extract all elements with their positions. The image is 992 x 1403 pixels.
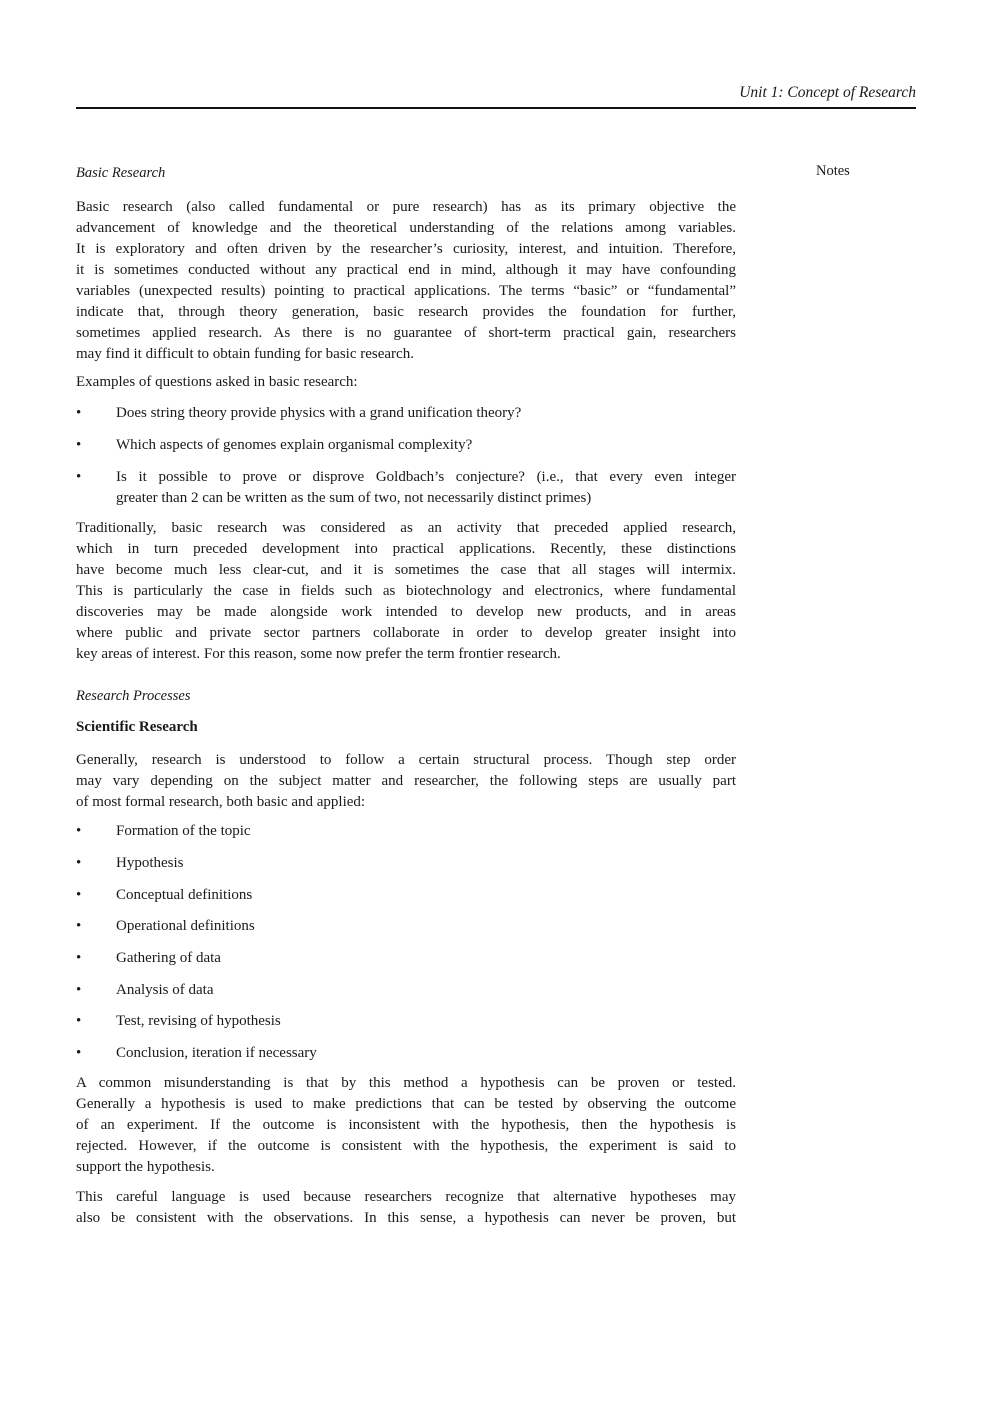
step-item [76, 948, 736, 969]
text-line: Generally a hypothesis is used to make predictions that can be tested by observing the outcome [76, 1096, 736, 1112]
text-line: discoveries may be made alongside work intended to develop new products, and in areas [76, 604, 736, 620]
text-line: indicate that, through theory generation, basic research provides the foundation for further, [76, 304, 736, 320]
text-line: Traditionally, basic research was considered as an activity that preceded applied research, [76, 520, 736, 536]
bullet-icon: • [76, 982, 82, 998]
bullet-item [76, 467, 736, 509]
text-line: key areas of interest. For this reason, some now prefer the term frontier research. [76, 646, 561, 662]
paragraph-examples-intro [76, 372, 736, 393]
bullet-icon: • [76, 918, 82, 934]
text-line: advancement of knowledge and the theoretical understanding of the relations among variables. [76, 220, 736, 236]
text-line: which in turn preceded development into practical applications. Recently, these distinctions [76, 541, 736, 557]
text-line: A common misunderstanding is that by this method a hypothesis can be proven or tested. [76, 1075, 736, 1091]
text-line: may vary depending on the subject matter and researcher, the following steps are usually part [76, 773, 736, 789]
text-line: Does string theory provide physics with a grand unification theory? [116, 405, 522, 421]
paragraph-misunderstanding [76, 1073, 736, 1178]
text-line: Examples of questions asked in basic research: [76, 374, 358, 390]
section-heading-research-processes: Research Processes [76, 688, 191, 704]
bullet-icon: • [76, 823, 82, 839]
bullet-icon: • [76, 405, 82, 421]
text-line: It is exploratory and often driven by the researcher’s curiosity, interest, and intuition. Therefore, [76, 241, 736, 257]
bullet-text [116, 403, 736, 424]
bullet-icon: • [76, 1045, 82, 1061]
text-line: Gathering of data [116, 950, 221, 966]
text-line: greater than 2 can be written as the sum of two, not necessarily distinct primes) [116, 490, 592, 506]
text-line: may find it difficult to obtain funding for basic research. [76, 346, 414, 362]
text-line: of most formal research, both basic and applied: [76, 794, 366, 810]
text-line: This careful language is used because researchers recognize that alternative hypotheses may [76, 1189, 736, 1205]
text-line: Hypothesis [116, 855, 184, 871]
text-line: also be consistent with the observations. In this sense, a hypothesis can never be proven, but [76, 1210, 736, 1226]
bullet-icon: • [76, 950, 82, 966]
margin-notes-label: Notes [816, 163, 850, 179]
text-line: Which aspects of genomes explain organismal complexity? [116, 437, 473, 453]
paragraph-structural-process [76, 750, 736, 813]
step-item [76, 1043, 736, 1064]
text-line: Analysis of data [116, 982, 214, 998]
bullet-text [116, 467, 736, 509]
subheading-scientific-research: Scientific Research [76, 719, 198, 735]
bullet-text [116, 1043, 736, 1064]
header-rule [76, 107, 916, 109]
text-line: support the hypothesis. [76, 1159, 215, 1175]
paragraph-careful-language [76, 1187, 736, 1229]
section-heading-basic-research: Basic Research [76, 165, 166, 181]
step-item [76, 916, 736, 937]
step-item [76, 853, 736, 874]
running-header-title: Unit 1: Concept of Research [739, 84, 916, 101]
step-item [76, 980, 736, 1001]
bullet-text [116, 885, 736, 906]
text-line: of an experiment. If the outcome is inconsistent with the hypothesis, then the hypothesis is [76, 1117, 736, 1133]
paragraph-basic-research-definition [76, 197, 736, 365]
text-line: Basic research (also called fundamental or pure research) has as its primary objective the [76, 199, 736, 215]
paragraph-traditionally [76, 518, 736, 665]
step-item [76, 885, 736, 906]
text-line: variables (unexpected results) pointing to practical applications. The terms “basic” or “fundamental” [76, 283, 736, 299]
text-line: Test, revising of hypothesis [116, 1013, 281, 1029]
bullet-item [76, 435, 736, 456]
text-line: Conceptual definitions [116, 887, 253, 903]
text-line: Operational definitions [116, 918, 255, 934]
bullet-icon: • [76, 1013, 82, 1029]
text-line: where public and private sector partners collaborate in order to develop greater insight into [76, 625, 736, 641]
bullet-item [76, 403, 736, 424]
text-line: have become much less clear-cut, and it is sometimes the case that all stages will intermix. [76, 562, 736, 578]
bullet-text [116, 853, 736, 874]
bullet-text [116, 821, 736, 842]
text-line: Generally, research is understood to follow a certain structural process. Though step order [76, 752, 736, 768]
bullet-text [116, 980, 736, 1001]
bullet-text [116, 948, 736, 969]
text-line: rejected. However, if the outcome is consistent with the hypothesis, the experiment is said to [76, 1138, 736, 1154]
text-line: This is particularly the case in fields such as biotechnology and electronics, where fundamental [76, 583, 736, 599]
text-line: Is it possible to prove or disprove Goldbach’s conjecture? (i.e., that every even integer [116, 469, 736, 485]
text-line: Formation of the topic [116, 823, 251, 839]
step-item [76, 1011, 736, 1032]
bullet-text [116, 916, 736, 937]
step-item [76, 821, 736, 842]
bullet-icon: • [76, 437, 82, 453]
bullet-icon: • [76, 855, 82, 871]
bullet-text [116, 1011, 736, 1032]
text-line: Conclusion, iteration if necessary [116, 1045, 317, 1061]
bullet-text [116, 435, 736, 456]
bullet-icon: • [76, 469, 82, 485]
text-line: sometimes applied research. As there is no guarantee of short-term practical gain, researchers [76, 325, 736, 341]
text-line: it is sometimes conducted without any practical end in mind, although it may have confounding [76, 262, 736, 278]
bullet-icon: • [76, 887, 82, 903]
